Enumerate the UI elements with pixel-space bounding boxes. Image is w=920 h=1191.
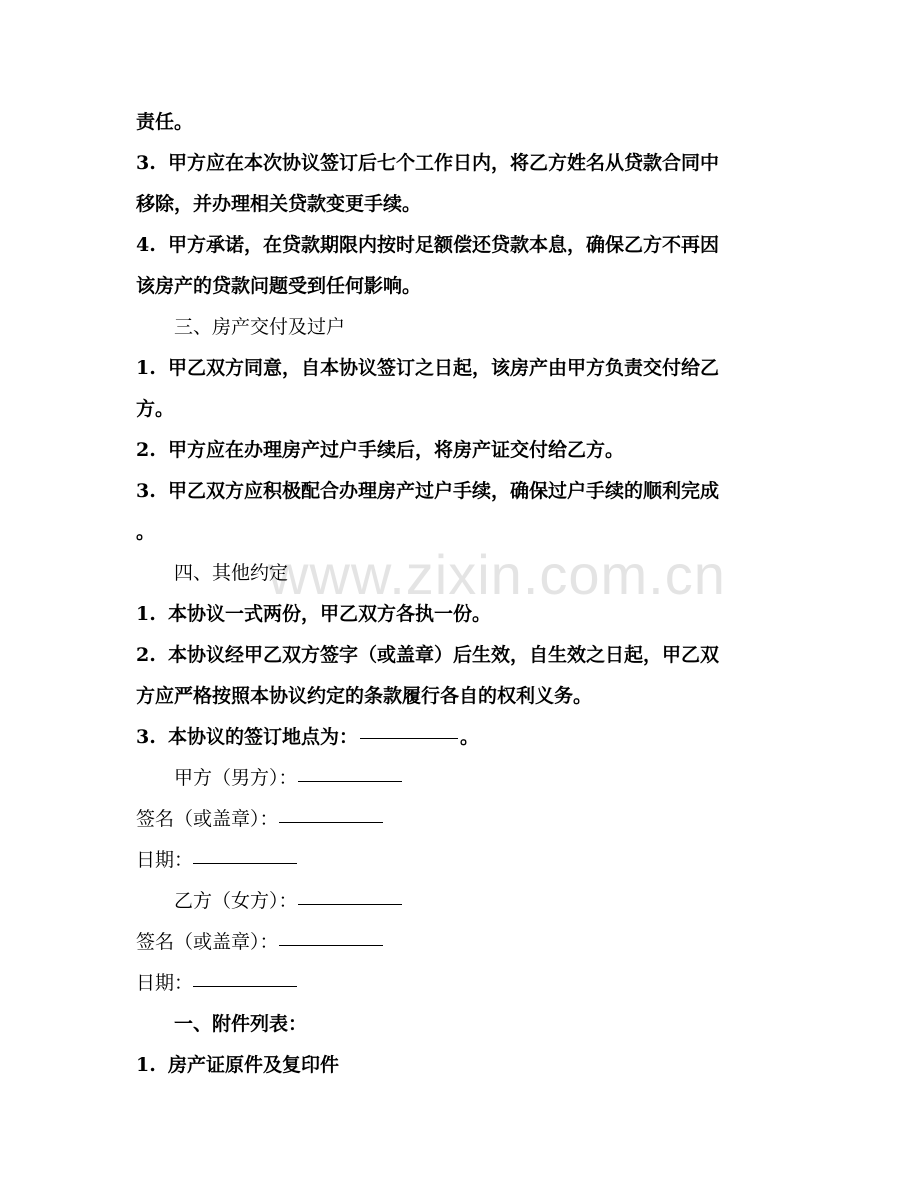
paragraph-line: 该房产的贷款问题受到任何影响。: [136, 275, 422, 297]
party-b-label: 乙方（女方）：: [174, 890, 298, 912]
clause-text: 本协议一式两份，甲乙双方各执一份。: [168, 603, 492, 625]
clause-2-3: [136, 143, 786, 184]
clause-text: 甲乙双方同意，自本协议签订之日起，该房产由甲方负责交付给乙: [168, 357, 720, 379]
clause-number: 3.: [136, 480, 156, 502]
clause-number: 1.: [136, 357, 156, 379]
party-a-label: 甲方（男方）：: [174, 767, 298, 789]
clause-number: 3.: [136, 152, 156, 174]
sign-a-line: [136, 799, 786, 840]
party-b-line: [136, 881, 786, 922]
party-a-line: [136, 758, 786, 799]
sign-b-blank: [279, 944, 383, 946]
clause-3-2: [136, 430, 786, 471]
sign-a-blank: [279, 821, 383, 823]
clause-4-2: [136, 635, 786, 676]
party-b-blank: [298, 903, 402, 905]
clause-4-1: [136, 594, 786, 635]
paragraph-line: 方应严格按照本协议约定的条款履行各自的权利义务。: [136, 685, 593, 707]
party-a-blank: [298, 780, 402, 782]
paragraph-line: 移除，并办理相关贷款变更手续。: [136, 193, 422, 215]
clause-number: 4.: [136, 234, 156, 256]
attachment-item-1: [136, 1045, 786, 1086]
clause-text: 甲方应在办理房产过户手续后，将房产证交付给乙方。: [168, 439, 625, 461]
signing-place-blank: [360, 737, 458, 739]
clause-text: 本协议的签订地点为：: [168, 726, 359, 748]
paragraph-line: 方。: [136, 398, 175, 420]
clause-text: 甲方承诺，在贷款期限内按时足额偿还贷款本息，确保乙方不再因: [168, 234, 720, 256]
paragraph-line: 责任。: [136, 111, 194, 133]
clause-number: 3.: [136, 726, 156, 748]
sign-b-line: [136, 922, 786, 963]
clause-number: 2.: [136, 644, 156, 666]
sign-b-label: 签名（或盖章）：: [136, 931, 279, 953]
clause-number: 2.: [136, 439, 156, 461]
attachments-heading: 一、附件列表：: [174, 1013, 308, 1035]
date-b-label: 日期：: [136, 972, 194, 994]
date-a-blank: [193, 862, 297, 864]
clause-4-3: [136, 717, 786, 758]
attachment-number: 1.: [136, 1054, 156, 1076]
section-heading-3: 三、房产交付及过户: [174, 316, 346, 338]
attachment-text: 房产证原件及复印件: [168, 1054, 340, 1076]
clause-2-4: [136, 225, 786, 266]
clause-text: 甲乙双方应积极配合办理房产过户手续，确保过户手续的顺利完成: [168, 480, 720, 502]
clause-3-1: [136, 348, 786, 389]
section-heading-4: 四、其他约定: [174, 562, 289, 584]
date-b-blank: [193, 985, 297, 987]
date-a-line: [136, 840, 786, 881]
clause-text: 本协议经甲乙双方签字（或盖章）后生效，自生效之日起，甲乙双: [168, 644, 720, 666]
date-a-label: 日期：: [136, 849, 194, 871]
document-page: [136, 102, 786, 1086]
clause-number: 1.: [136, 603, 156, 625]
clause-text: 甲方应在本次协议签订后七个工作日内，将乙方姓名从贷款合同中: [168, 152, 720, 174]
watermark: www.zixin.com.cn: [268, 543, 726, 606]
sign-a-label: 签名（或盖章）：: [136, 808, 279, 830]
date-b-line: [136, 963, 786, 1004]
clause-3-3: [136, 471, 786, 512]
clause-text-end: 。: [460, 726, 480, 748]
paragraph-line: 。: [136, 521, 156, 543]
